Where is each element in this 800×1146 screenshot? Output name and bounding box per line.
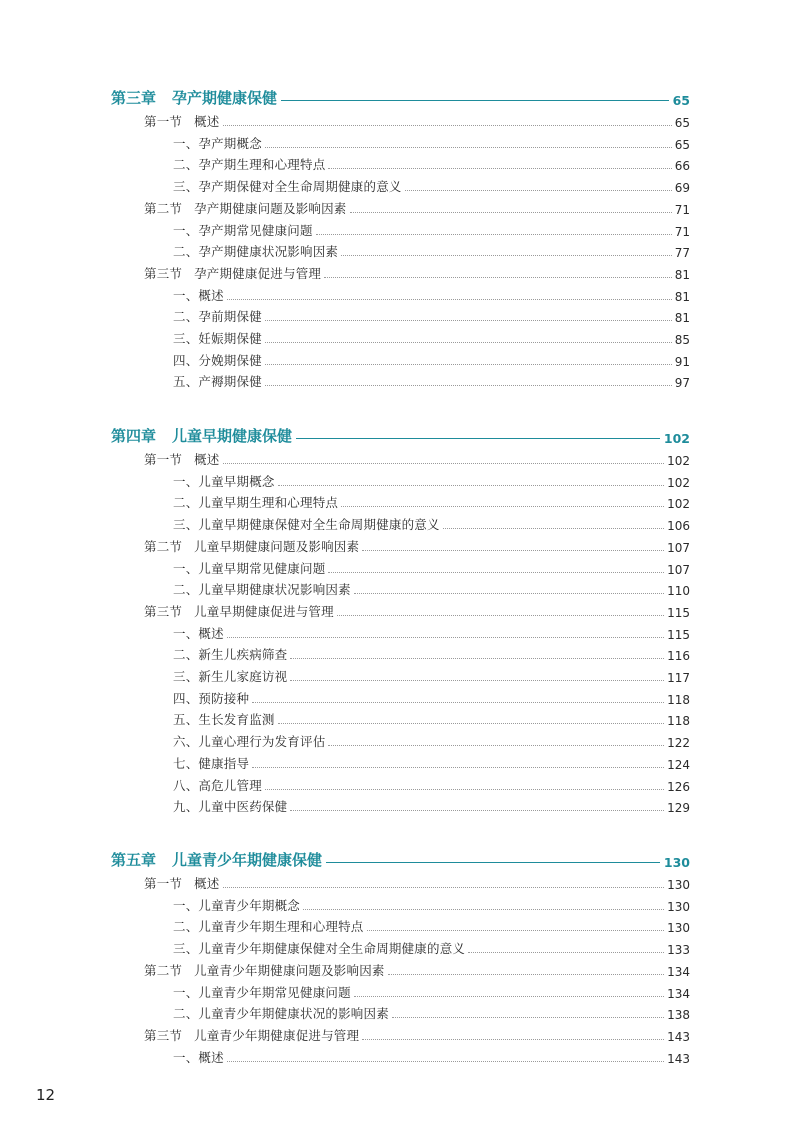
dot-leader xyxy=(388,974,664,975)
item-number: 五、 xyxy=(173,374,199,390)
item-number: 三、 xyxy=(173,331,199,346)
toc-entry-page: 130 xyxy=(667,921,690,936)
toc-entry-label xyxy=(173,1004,389,1022)
dot-leader xyxy=(337,615,664,616)
toc-item-row[interactable] xyxy=(0,620,800,642)
item-number: 二、 xyxy=(173,647,199,663)
toc-entry-title: 儿童中医药保健 xyxy=(198,799,288,815)
toc-entry-page: 107 xyxy=(667,540,690,555)
toc-entry-title: 孕产期健康状况影响因素 xyxy=(198,244,339,260)
toc-entry-page: 122 xyxy=(667,736,690,751)
item-number: 五、 xyxy=(173,712,199,728)
dot-leader xyxy=(227,637,664,638)
toc-section-row[interactable] xyxy=(0,533,800,555)
chapter-heading[interactable] xyxy=(0,846,800,870)
toc-entry-title: 妊娠期保健 xyxy=(198,331,262,346)
toc-item-row[interactable] xyxy=(0,282,800,304)
toc-entry-page: 77 xyxy=(674,246,690,261)
toc-entry-title: 分娩期保健 xyxy=(198,352,262,368)
toc-entry-label xyxy=(173,754,249,772)
toc-entry-page: 102 xyxy=(667,475,690,490)
chapter-label xyxy=(111,425,292,446)
chapter-heading[interactable] xyxy=(0,84,800,108)
toc-entry-label xyxy=(173,559,325,577)
toc-entry-label xyxy=(173,307,262,325)
toc-entry-title: 儿童青少年期常见健康问题 xyxy=(198,984,351,1000)
toc-entry-title: 新生儿家庭访视 xyxy=(198,669,288,684)
toc-entry-page: 81 xyxy=(674,311,690,326)
item-number: 六、 xyxy=(173,734,199,750)
item-number: 四、 xyxy=(173,352,199,368)
chapter-label xyxy=(111,87,277,108)
toc-entry-title: 概述 xyxy=(194,452,220,467)
toc-entry-page: 116 xyxy=(667,649,690,664)
toc-entry-label xyxy=(173,286,224,304)
chapter-heading[interactable] xyxy=(0,422,800,446)
toc-entry-label xyxy=(173,493,338,511)
toc-entry-page: 66 xyxy=(674,159,690,174)
dot-leader xyxy=(354,996,664,997)
toc-item-row[interactable] xyxy=(0,303,800,325)
toc-entry-title: 儿童青少年期生理和心理特点 xyxy=(198,919,364,935)
dot-leader xyxy=(223,125,672,126)
item-number: 一、 xyxy=(173,135,199,151)
dot-leader xyxy=(468,952,664,953)
toc-item-row[interactable] xyxy=(0,892,800,914)
chapter-rule xyxy=(281,100,669,101)
toc-entry-title: 孕产期保健对全生命周期健康的意义 xyxy=(198,179,402,195)
chapter-title: 儿童青少年期健康保健 xyxy=(172,851,323,869)
toc-item-row[interactable] xyxy=(0,750,800,772)
toc-entry-title: 儿童青少年期健康促进与管理 xyxy=(194,1027,360,1043)
toc-entry-label xyxy=(173,134,262,152)
chapter-page: 102 xyxy=(663,431,690,446)
toc-item-row[interactable] xyxy=(0,772,800,794)
dot-leader xyxy=(265,385,672,386)
dot-leader xyxy=(405,190,672,191)
toc-entry-title: 概述 xyxy=(198,625,224,641)
item-number: 一、 xyxy=(173,560,199,576)
toc-entry-label xyxy=(173,372,262,390)
toc-entry-page: 71 xyxy=(674,224,690,239)
dot-leader xyxy=(328,745,664,746)
toc-entry-label xyxy=(173,329,262,347)
toc-entry-label xyxy=(173,983,351,1001)
toc-item-row[interactable] xyxy=(0,468,800,490)
toc-entry-page: 133 xyxy=(667,943,690,958)
dot-leader xyxy=(328,168,671,169)
dot-leader xyxy=(265,320,672,321)
dot-leader xyxy=(265,364,672,365)
dot-leader xyxy=(278,723,664,724)
toc-entry-title: 孕产期生理和心理特点 xyxy=(198,157,326,173)
toc-item-row[interactable] xyxy=(0,217,800,239)
dot-leader xyxy=(252,767,664,768)
toc-item-row[interactable] xyxy=(0,935,800,957)
chapter-rule xyxy=(296,438,660,439)
toc-item-row[interactable] xyxy=(0,173,800,195)
section-number: 第三节 xyxy=(144,603,183,619)
item-number: 二、 xyxy=(173,919,199,935)
toc-item-row[interactable] xyxy=(0,1000,800,1022)
toc-entry-page: 71 xyxy=(674,202,690,217)
dot-leader xyxy=(227,1061,664,1062)
toc-entry-label xyxy=(173,710,275,728)
dot-leader xyxy=(362,550,664,551)
toc-entry-page: 65 xyxy=(674,137,690,152)
toc-section-row[interactable] xyxy=(0,1022,800,1044)
dot-leader xyxy=(443,528,664,529)
toc-entry-label xyxy=(173,580,351,598)
toc-item-row[interactable] xyxy=(0,511,800,533)
toc-item-row[interactable] xyxy=(0,576,800,598)
toc-entry-label xyxy=(173,896,300,914)
dot-leader xyxy=(265,342,672,343)
toc-entry-title: 健康指导 xyxy=(198,755,250,771)
dot-leader xyxy=(324,277,672,278)
toc-section-row[interactable] xyxy=(0,195,800,217)
section-number: 第一节 xyxy=(144,114,183,129)
section-number: 第二节 xyxy=(144,538,183,554)
toc-entry-title: 儿童心理行为发育评估 xyxy=(198,734,326,750)
toc-entry-page: 81 xyxy=(674,289,690,304)
toc-entry-title: 儿童早期概念 xyxy=(198,473,275,489)
item-number: 八、 xyxy=(173,777,199,793)
dot-leader xyxy=(303,909,664,910)
item-number: 一、 xyxy=(173,984,199,1000)
section-number: 第二节 xyxy=(144,962,183,978)
chapter-page: 130 xyxy=(663,855,690,870)
dot-leader xyxy=(227,299,672,300)
dot-leader xyxy=(290,680,664,681)
dot-leader xyxy=(392,1017,664,1018)
toc-entry-page: 124 xyxy=(667,757,690,772)
toc-entry-label xyxy=(173,776,262,794)
toc-entry-page: 118 xyxy=(667,714,690,729)
dot-leader xyxy=(223,887,665,888)
toc-entry-label xyxy=(144,1026,359,1044)
toc-section-row[interactable] xyxy=(0,598,800,620)
item-number: 二、 xyxy=(173,309,199,325)
toc-entry-label xyxy=(173,732,325,750)
toc-entry-title: 预防接种 xyxy=(198,690,250,706)
section-number: 第三节 xyxy=(144,265,183,281)
toc-item-row[interactable] xyxy=(0,325,800,347)
toc-entry-label xyxy=(173,155,325,173)
toc-entry-label xyxy=(144,961,385,979)
item-number: 四、 xyxy=(173,690,199,706)
item-number: 一、 xyxy=(173,473,199,489)
toc-entry-label xyxy=(173,624,224,642)
item-number: 三、 xyxy=(173,941,199,957)
toc-entry-title: 孕前期保健 xyxy=(198,309,262,325)
toc-item-row[interactable] xyxy=(0,641,800,663)
toc-entry-label xyxy=(144,537,359,555)
toc-entry-title: 产褥期保健 xyxy=(198,374,262,390)
item-number: 二、 xyxy=(173,244,199,260)
toc-entry-page: 130 xyxy=(667,899,690,914)
toc-entry-title: 儿童青少年期健康保健对全生命周期健康的意义 xyxy=(198,941,466,957)
toc-entry-label xyxy=(144,112,220,130)
toc-entry-title: 新生儿疾病筛查 xyxy=(198,647,288,663)
toc-entry-label xyxy=(144,874,220,892)
toc-item-row[interactable] xyxy=(0,685,800,707)
toc-entry-title: 概述 xyxy=(194,114,220,129)
item-number: 七、 xyxy=(173,755,199,771)
item-number: 一、 xyxy=(173,1049,199,1065)
toc-entry-page: 106 xyxy=(667,519,690,534)
toc-entry-page: 102 xyxy=(667,454,690,468)
toc-entry-page: 110 xyxy=(667,584,690,599)
toc-entry-label xyxy=(173,515,440,533)
toc-entry-label xyxy=(173,221,313,239)
dot-leader xyxy=(265,789,664,790)
toc-entry-page: 107 xyxy=(667,562,690,577)
dot-leader xyxy=(290,810,664,811)
toc-entry-title: 儿童早期健康保健对全生命周期健康的意义 xyxy=(198,517,440,533)
toc-entry-title: 儿童早期常见健康问题 xyxy=(198,560,326,576)
dot-leader xyxy=(341,506,664,507)
section-number: 第一节 xyxy=(144,452,183,467)
toc-entry-title: 儿童早期健康促进与管理 xyxy=(194,603,334,619)
item-number: 二、 xyxy=(173,1006,199,1022)
toc-entry-title: 儿童早期生理和心理特点 xyxy=(198,495,339,511)
toc-entry-label xyxy=(144,602,334,620)
toc-entry-label xyxy=(173,917,364,935)
toc-entry-label xyxy=(173,689,249,707)
toc-item-row[interactable] xyxy=(0,793,800,815)
toc-entry-page: 97 xyxy=(674,376,690,391)
toc-entry-title: 儿童青少年期概念 xyxy=(198,897,301,913)
toc-section-row[interactable] xyxy=(0,260,800,282)
page-number: 12 xyxy=(36,1086,56,1104)
section-number: 第一节 xyxy=(144,876,183,891)
toc-entry-title: 概述 xyxy=(194,876,220,891)
item-number: 三、 xyxy=(173,669,199,684)
toc-item-row[interactable] xyxy=(0,238,800,260)
chapter-title: 孕产期健康保健 xyxy=(172,89,278,107)
toc-entry-page: 91 xyxy=(674,354,690,369)
toc-entry-title: 孕产期健康问题及影响因素 xyxy=(194,200,347,216)
toc-entry-page: 138 xyxy=(667,1008,690,1023)
item-number: 二、 xyxy=(173,582,199,598)
toc-entry-page: 130 xyxy=(667,878,690,892)
item-number: 三、 xyxy=(173,179,199,195)
toc-entry-label xyxy=(173,351,262,369)
chapter-number: 第五章 xyxy=(111,851,157,869)
toc-entry-page: 81 xyxy=(674,267,690,282)
toc-item-row[interactable] xyxy=(0,663,800,685)
toc-entry-title: 儿童青少年期健康问题及影响因素 xyxy=(194,962,385,978)
toc-entry-label xyxy=(173,645,287,663)
toc-entry-title: 生长发育监测 xyxy=(198,712,275,728)
item-number: 三、 xyxy=(173,517,199,533)
toc-entry-page: 117 xyxy=(667,671,690,685)
toc-entry-title: 高危儿管理 xyxy=(198,777,262,793)
toc-entry-page: 134 xyxy=(667,986,690,1001)
toc-item-row[interactable] xyxy=(0,1044,800,1066)
toc-item-row[interactable] xyxy=(0,728,800,750)
toc-item-row[interactable] xyxy=(0,151,800,173)
toc-entry-label xyxy=(173,472,275,490)
chapter-title: 儿童早期健康保健 xyxy=(172,427,293,445)
chapter-rule xyxy=(326,862,660,863)
toc-entry-page: 115 xyxy=(667,627,690,642)
toc-entry-page: 115 xyxy=(667,605,690,620)
chapter-page: 65 xyxy=(672,93,690,108)
toc-entry-label xyxy=(173,1048,224,1066)
item-number: 一、 xyxy=(173,897,199,913)
toc-item-row[interactable] xyxy=(0,347,800,369)
item-number: 一、 xyxy=(173,222,199,238)
toc-entry-page: 126 xyxy=(667,779,690,794)
toc-item-row[interactable] xyxy=(0,979,800,1001)
toc-entry-label xyxy=(173,797,287,815)
toc-entry-page: 102 xyxy=(667,497,690,512)
toc-section-row[interactable] xyxy=(0,870,800,892)
toc-item-row[interactable] xyxy=(0,368,800,390)
dot-leader xyxy=(278,485,664,486)
chapter-number: 第四章 xyxy=(111,427,157,445)
section-number: 第二节 xyxy=(144,200,183,216)
dot-leader xyxy=(367,930,665,931)
toc-entry-label xyxy=(173,177,402,195)
toc-section-row[interactable] xyxy=(0,108,800,130)
dot-leader xyxy=(316,234,672,235)
toc-item-row[interactable] xyxy=(0,555,800,577)
section-number: 第三节 xyxy=(144,1027,183,1043)
toc-section-row[interactable] xyxy=(0,957,800,979)
chapter-number: 第三章 xyxy=(111,89,157,107)
toc-entry-page: 69 xyxy=(674,181,690,196)
dot-leader xyxy=(223,463,665,464)
item-number: 一、 xyxy=(173,625,199,641)
toc-entry-page: 134 xyxy=(667,964,690,979)
item-number: 二、 xyxy=(173,157,199,173)
toc-entry-label xyxy=(173,242,338,260)
toc-entry-title: 儿童青少年期健康状况的影响因素 xyxy=(198,1006,389,1022)
toc-entry-title: 儿童早期健康状况影响因素 xyxy=(198,582,351,598)
item-number: 二、 xyxy=(173,495,199,511)
dot-leader xyxy=(362,1039,664,1040)
item-number: 一、 xyxy=(173,287,199,303)
toc-item-row[interactable] xyxy=(0,130,800,152)
dot-leader xyxy=(328,572,664,573)
toc-item-row[interactable] xyxy=(0,489,800,511)
dot-leader xyxy=(341,255,672,256)
dot-leader xyxy=(290,658,664,659)
chapter-label xyxy=(111,849,322,870)
toc-item-row[interactable] xyxy=(0,913,800,935)
dot-leader xyxy=(350,212,672,213)
toc-entry-title: 儿童早期健康问题及影响因素 xyxy=(194,538,360,554)
toc-entry-title: 孕产期常见健康问题 xyxy=(198,222,313,238)
toc-entry-title: 孕产期概念 xyxy=(198,135,262,151)
toc-section-row[interactable] xyxy=(0,446,800,468)
toc-entry-label xyxy=(144,450,220,468)
dot-leader xyxy=(252,702,664,703)
dot-leader xyxy=(265,147,672,148)
toc-entry-page: 143 xyxy=(667,1029,690,1044)
toc-entry-page: 65 xyxy=(674,116,690,130)
toc-entry-page: 129 xyxy=(667,801,690,816)
toc-entry-label xyxy=(144,264,321,282)
dot-leader xyxy=(354,593,664,594)
toc-entry-page: 143 xyxy=(667,1051,690,1066)
toc-entry-label xyxy=(173,667,287,685)
toc-entry-page: 118 xyxy=(667,692,690,707)
toc-entry-label xyxy=(144,199,347,217)
item-number: 九、 xyxy=(173,799,199,815)
toc-entry-label xyxy=(173,939,465,957)
toc-entry-title: 概述 xyxy=(198,1049,224,1065)
toc-entry-title: 孕产期健康促进与管理 xyxy=(194,265,322,281)
toc-entry-title: 概述 xyxy=(198,287,224,303)
toc-entry-page: 85 xyxy=(674,333,690,347)
toc-item-row[interactable] xyxy=(0,706,800,728)
